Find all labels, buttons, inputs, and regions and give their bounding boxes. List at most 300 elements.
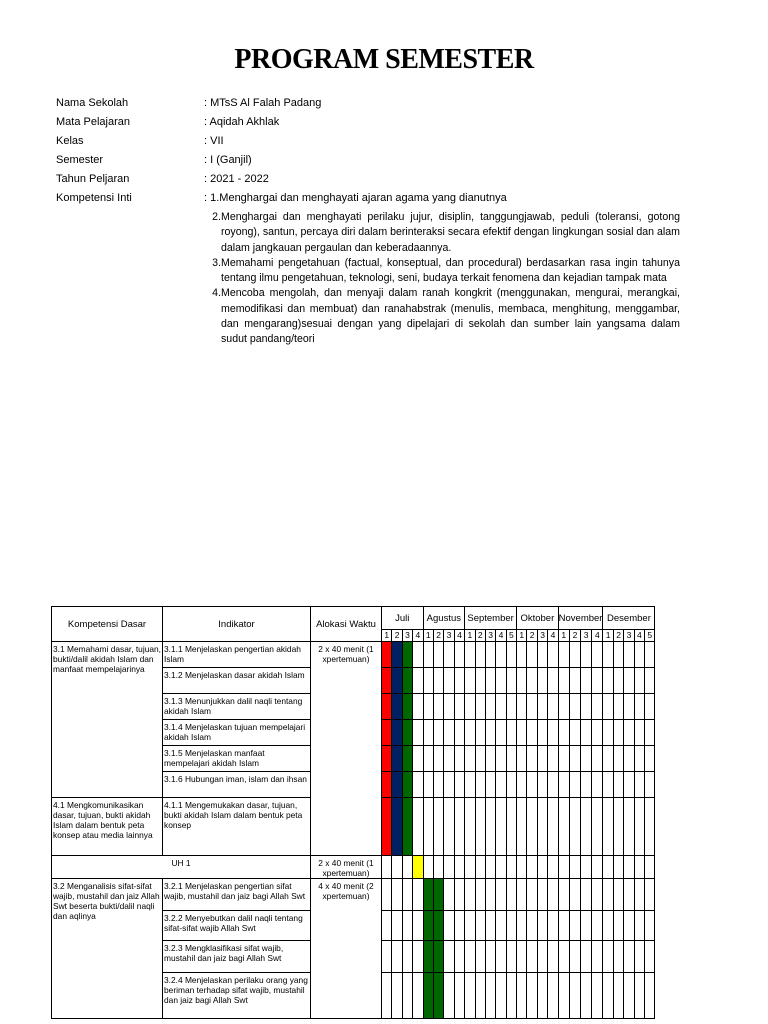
week-cell (506, 668, 516, 694)
week-cell (444, 642, 454, 668)
week-cell (433, 668, 443, 694)
week-cell (454, 879, 464, 911)
week-cell (581, 694, 592, 720)
week-cell (537, 746, 547, 772)
week-cell (548, 668, 558, 694)
week-cell (475, 694, 485, 720)
week-cell (569, 668, 580, 694)
week-cell (433, 746, 443, 772)
week-cell (392, 798, 402, 856)
week-cell (581, 911, 592, 941)
week-number: 2 (475, 630, 485, 642)
week-cell (624, 642, 634, 668)
week-cell (485, 941, 495, 973)
week-cell (634, 642, 644, 668)
week-cell (496, 772, 506, 798)
week-cell (645, 720, 655, 746)
week-cell (548, 772, 558, 798)
month-header: Desember (603, 607, 655, 630)
week-cell (624, 772, 634, 798)
month-header: Oktober (517, 607, 559, 630)
week-cell (569, 720, 580, 746)
week-cell (569, 798, 580, 856)
week-number: 3 (402, 630, 412, 642)
week-cell (454, 668, 464, 694)
week-cell (454, 772, 464, 798)
week-cell (527, 911, 537, 941)
week-number: 4 (454, 630, 464, 642)
week-cell (506, 941, 516, 973)
info-value: : VII (204, 135, 224, 147)
week-cell (548, 720, 558, 746)
week-cell (558, 642, 569, 668)
info-row (56, 151, 507, 170)
week-cell (634, 720, 644, 746)
ki-item (210, 286, 680, 347)
week-cell (517, 694, 527, 720)
week-cell (592, 668, 603, 694)
week-cell (592, 856, 603, 879)
week-cell (603, 911, 613, 941)
week-cell (603, 856, 613, 879)
ki-item (210, 256, 680, 287)
week-cell (581, 879, 592, 911)
week-cell (517, 798, 527, 856)
week-cell (645, 642, 655, 668)
week-cell (465, 798, 475, 856)
week-number: 4 (413, 630, 423, 642)
week-cell (527, 694, 537, 720)
week-number: 2 (527, 630, 537, 642)
week-cell (592, 642, 603, 668)
week-cell (433, 973, 443, 1019)
week-cell (465, 772, 475, 798)
week-cell (454, 911, 464, 941)
week-cell (517, 973, 527, 1019)
week-cell (581, 798, 592, 856)
week-cell (423, 879, 433, 911)
week-cell (465, 879, 475, 911)
week-cell (496, 798, 506, 856)
week-cell (475, 941, 485, 973)
week-cell (624, 973, 634, 1019)
week-number: 3 (624, 630, 634, 642)
week-cell (402, 941, 412, 973)
week-cell (624, 856, 634, 879)
info-value: : I (Ganjil) (204, 154, 252, 166)
week-cell (624, 879, 634, 911)
week-cell (444, 746, 454, 772)
week-cell (475, 879, 485, 911)
week-cell (454, 973, 464, 1019)
week-cell (506, 973, 516, 1019)
week-cell (613, 720, 623, 746)
week-number: 1 (465, 630, 475, 642)
week-cell (592, 879, 603, 911)
week-cell (527, 879, 537, 911)
week-cell (645, 668, 655, 694)
month-header: Agustus (423, 607, 465, 630)
week-cell (592, 694, 603, 720)
week-cell (624, 668, 634, 694)
week-cell (581, 973, 592, 1019)
week-number: 4 (496, 630, 506, 642)
info-value: : Aqidah Akhlak (204, 116, 280, 128)
week-cell (382, 720, 392, 746)
uh-label: UH 1 (52, 856, 311, 879)
week-cell (527, 973, 537, 1019)
table-row (52, 642, 655, 668)
week-cell (413, 772, 423, 798)
week-cell (392, 720, 402, 746)
week-cell (433, 694, 443, 720)
week-cell (423, 746, 433, 772)
week-cell (433, 879, 443, 911)
week-cell (496, 911, 506, 941)
week-cell (527, 856, 537, 879)
week-cell (402, 720, 412, 746)
week-cell (603, 798, 613, 856)
week-cell (548, 856, 558, 879)
indikator-cell: 4.1.1 Mengemukakan dasar, tujuan, bukti akidah Islam dalam bentuk peta konsep (163, 798, 311, 856)
week-cell (382, 798, 392, 856)
week-number: 1 (382, 630, 392, 642)
week-cell (475, 772, 485, 798)
week-cell (569, 642, 580, 668)
indikator-cell: 3.1.5 Menjelaskan manfaat mempelajari akidah Islam (163, 746, 311, 772)
week-number: 1 (517, 630, 527, 642)
week-cell (444, 798, 454, 856)
week-cell (645, 856, 655, 879)
info-row (56, 170, 507, 189)
week-cell (444, 772, 454, 798)
week-cell (402, 856, 412, 879)
week-cell (645, 941, 655, 973)
week-cell (517, 879, 527, 911)
header-kompetensi-dasar: Kompetensi Dasar (52, 607, 163, 642)
week-number: 4 (634, 630, 644, 642)
week-cell (569, 746, 580, 772)
week-cell (444, 856, 454, 879)
week-cell (634, 694, 644, 720)
week-cell (569, 911, 580, 941)
week-cell (624, 720, 634, 746)
header-alokasi-waktu: Alokasi Waktu (311, 607, 382, 642)
week-cell (485, 911, 495, 941)
week-cell (402, 694, 412, 720)
week-number: 4 (592, 630, 603, 642)
week-cell (613, 642, 623, 668)
week-cell (485, 642, 495, 668)
week-cell (558, 856, 569, 879)
week-cell (645, 911, 655, 941)
week-number: 3 (581, 630, 592, 642)
month-header: Juli (382, 607, 424, 630)
week-cell (392, 941, 402, 973)
week-cell (392, 772, 402, 798)
ki-number: 4. (212, 287, 221, 300)
week-cell (592, 720, 603, 746)
info-label: Mata Pelajaran (56, 116, 130, 128)
week-cell (413, 642, 423, 668)
info-label: Kelas (56, 135, 84, 147)
info-label: Tahun Peljaran (56, 173, 130, 185)
week-cell (423, 668, 433, 694)
week-number: 3 (444, 630, 454, 642)
week-cell (537, 772, 547, 798)
week-cell (444, 668, 454, 694)
week-cell (485, 973, 495, 1019)
week-cell (624, 941, 634, 973)
info-label: Kompetensi Inti (56, 192, 132, 204)
week-cell (433, 642, 443, 668)
header-indikator: Indikator (163, 607, 311, 642)
month-header: September (465, 607, 517, 630)
week-cell (402, 798, 412, 856)
week-cell (558, 668, 569, 694)
week-cell (433, 941, 443, 973)
week-cell (634, 772, 644, 798)
week-cell (558, 941, 569, 973)
week-cell (558, 798, 569, 856)
week-cell (537, 941, 547, 973)
week-cell (506, 856, 516, 879)
info-value: : 2021 - 2022 (204, 173, 269, 185)
week-cell (496, 856, 506, 879)
week-cell (645, 798, 655, 856)
week-cell (506, 798, 516, 856)
week-cell (402, 879, 412, 911)
week-cell (496, 879, 506, 911)
week-cell (517, 911, 527, 941)
week-cell (423, 941, 433, 973)
week-cell (603, 941, 613, 973)
week-cell (548, 642, 558, 668)
week-cell (485, 720, 495, 746)
table-row (52, 879, 655, 911)
indikator-cell: 3.1.6 Hubungan iman, islam dan ihsan (163, 772, 311, 798)
week-number: 1 (558, 630, 569, 642)
week-cell (613, 856, 623, 879)
week-cell (613, 798, 623, 856)
week-cell (423, 973, 433, 1019)
week-cell (454, 694, 464, 720)
indikator-cell: 3.2.4 Menjelaskan perilaku orang yang beriman terhadap sifat wajib, mustahil dan jaiz bagi Allah Swt (163, 973, 311, 1019)
week-cell (382, 911, 392, 941)
week-cell (569, 772, 580, 798)
week-cell (613, 668, 623, 694)
week-cell (634, 911, 644, 941)
week-cell (603, 694, 613, 720)
week-cell (382, 772, 392, 798)
week-cell (413, 879, 423, 911)
week-cell (548, 879, 558, 911)
week-cell (506, 746, 516, 772)
week-number: 2 (392, 630, 402, 642)
week-cell (454, 856, 464, 879)
week-cell (465, 720, 475, 746)
week-number: 2 (433, 630, 443, 642)
ki-number: 2. (212, 211, 221, 223)
week-cell (423, 911, 433, 941)
indikator-cell: 3.2.1 Menjelaskan pengertian sifat wajib, mustahil dan jaiz bagi Allah Swt (163, 879, 311, 911)
week-cell (475, 973, 485, 1019)
week-cell (402, 746, 412, 772)
indikator-cell: 3.2.2 Menyebutkan dalil naqli tentang sifat-sifat wajib Allah Swt (163, 911, 311, 941)
alokasi-waktu: 4 x 40 menit (2 xpertemuan) (311, 879, 382, 1019)
week-cell (517, 642, 527, 668)
week-cell (537, 720, 547, 746)
semester-schedule-table (51, 606, 655, 1019)
week-cell (581, 856, 592, 879)
month-header: November (558, 607, 603, 630)
week-number: 3 (537, 630, 547, 642)
info-label: Semester (56, 154, 104, 166)
week-cell (433, 798, 443, 856)
week-cell (634, 879, 644, 911)
week-cell (581, 668, 592, 694)
week-cell (527, 668, 537, 694)
week-cell (392, 642, 402, 668)
week-cell (454, 798, 464, 856)
week-cell (496, 746, 506, 772)
week-cell (527, 642, 537, 668)
week-number: 3 (485, 630, 495, 642)
week-cell (382, 856, 392, 879)
week-cell (624, 746, 634, 772)
week-cell (402, 642, 412, 668)
week-cell (506, 720, 516, 746)
week-cell (465, 642, 475, 668)
ki-item (210, 210, 680, 256)
week-cell (485, 879, 495, 911)
week-number: 5 (645, 630, 655, 642)
indikator-cell: 3.1.2 Menjelaskan dasar akidah Islam (163, 668, 311, 694)
alokasi-waktu: 2 x 40 menit (1 xpertemuan) (311, 642, 382, 856)
week-cell (603, 668, 613, 694)
week-cell (454, 642, 464, 668)
week-cell (496, 720, 506, 746)
info-label: Nama Sekolah (56, 97, 129, 109)
week-cell (527, 772, 537, 798)
week-cell (634, 941, 644, 973)
week-cell (413, 746, 423, 772)
week-number: 2 (569, 630, 580, 642)
week-cell (433, 720, 443, 746)
week-cell (517, 772, 527, 798)
week-cell (382, 879, 392, 911)
week-cell (506, 879, 516, 911)
week-cell (413, 668, 423, 694)
week-cell (613, 941, 623, 973)
week-cell (613, 746, 623, 772)
week-cell (558, 879, 569, 911)
week-number: 5 (506, 630, 516, 642)
week-cell (392, 911, 402, 941)
week-cell (603, 746, 613, 772)
week-cell (537, 694, 547, 720)
week-cell (558, 911, 569, 941)
week-cell (548, 746, 558, 772)
week-cell (558, 720, 569, 746)
week-cell (592, 941, 603, 973)
week-cell (402, 772, 412, 798)
week-cell (413, 911, 423, 941)
week-cell (485, 668, 495, 694)
week-cell (527, 746, 537, 772)
ki-text: Menghargai dan menghayati perilaku jujur, disiplin, tanggungjawab, peduli (toleransi, gotong royong), santun, percaya diri dalam berinteraksi secara efektif dengan lingkungan sosial dan alam dalam jangkauan pergaulan dan keberadaannya. (221, 211, 680, 254)
week-cell (475, 720, 485, 746)
week-cell (506, 772, 516, 798)
week-cell (413, 973, 423, 1019)
week-cell (548, 694, 558, 720)
week-cell (645, 694, 655, 720)
week-cell (506, 694, 516, 720)
week-cell (444, 879, 454, 911)
week-cell (382, 746, 392, 772)
info-row (56, 113, 507, 132)
week-cell (603, 642, 613, 668)
week-cell (592, 973, 603, 1019)
week-cell (592, 746, 603, 772)
week-cell (581, 720, 592, 746)
week-cell (475, 642, 485, 668)
week-cell (624, 798, 634, 856)
week-cell (537, 973, 547, 1019)
indikator-cell: 3.1.1 Menjelaskan pengertian akidah Islam (163, 642, 311, 668)
week-number: 1 (423, 630, 433, 642)
week-cell (444, 720, 454, 746)
week-cell (506, 642, 516, 668)
week-cell (496, 973, 506, 1019)
indikator-cell: 3.2.3 Mengklasifikasi sifat wajib, mustahil dan jaiz bagi Allah Swt (163, 941, 311, 973)
week-cell (402, 668, 412, 694)
week-cell (392, 973, 402, 1019)
ki-text: Memahami pengetahuan (factual, konseptual, dan procedural) berdasarkan rasa ingin tahunya tentang ilmu pengetahuan, teknologi, seni, budaya terkait fenomena dan kejadian tampak mata (221, 256, 680, 285)
week-cell (634, 798, 644, 856)
week-cell (382, 973, 392, 1019)
kompetensi-dasar-cell: 3.2 Menganalisis sifat-sifat wajib, mustahil dan jaiz Allah Swt beserta bukti/dalil naqli dan aqlinya (52, 879, 163, 1019)
week-cell (603, 720, 613, 746)
week-cell (634, 973, 644, 1019)
week-cell (537, 642, 547, 668)
week-cell (465, 941, 475, 973)
week-cell (592, 911, 603, 941)
info-row (56, 94, 507, 113)
info-row (56, 189, 507, 208)
week-cell (581, 772, 592, 798)
week-cell (433, 856, 443, 879)
week-cell (423, 772, 433, 798)
week-cell (548, 798, 558, 856)
week-number: 4 (548, 630, 558, 642)
week-cell (613, 772, 623, 798)
week-cell (423, 798, 433, 856)
info-value: : 1.Menghargai dan menghayati ajaran agama yang dianutnya (204, 192, 507, 204)
week-cell (569, 941, 580, 973)
week-cell (382, 694, 392, 720)
table-row (52, 856, 655, 879)
week-cell (558, 772, 569, 798)
week-cell (496, 642, 506, 668)
week-cell (548, 911, 558, 941)
week-cell (423, 720, 433, 746)
week-cell (465, 973, 475, 1019)
week-cell (444, 941, 454, 973)
week-cell (558, 973, 569, 1019)
week-cell (423, 694, 433, 720)
week-cell (634, 668, 644, 694)
